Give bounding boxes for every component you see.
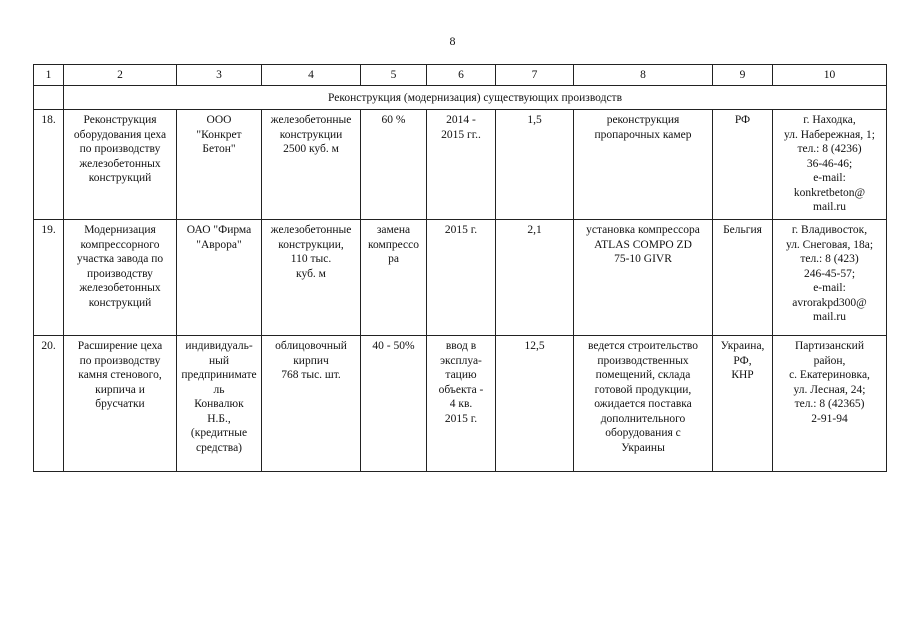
cell-line: железобетонных — [79, 282, 161, 294]
cell-line: ввод в — [445, 340, 477, 352]
cell-line: 110 тыс. — [290, 253, 332, 265]
cell-line: КНР — [731, 369, 754, 381]
implementation-period — [427, 336, 496, 472]
cell-line: камня стенового, — [78, 369, 162, 381]
project-description — [574, 220, 713, 336]
cell-line: производству — [87, 267, 153, 280]
product-type — [262, 220, 361, 336]
cell-line: по производству — [79, 143, 161, 155]
cell-line: ведется строительство — [588, 340, 698, 352]
cell-line: тацию — [445, 369, 477, 381]
cell-line: эксплуа- — [440, 354, 482, 367]
column-number: 3 — [177, 65, 262, 86]
column-numbers-row — [34, 65, 887, 86]
capacity-change — [361, 110, 427, 220]
cell-line: 75-10 GIVR — [614, 253, 672, 265]
investment-amount: 2,1 — [496, 220, 574, 336]
cell-line: конструкций — [88, 172, 152, 184]
cell-line: тел.: 8 (423) — [800, 253, 859, 265]
cell-line: "Конкрет — [196, 128, 242, 141]
column-number: 9 — [713, 65, 773, 86]
cell-line: объекта - — [438, 383, 484, 396]
cell-line: дополнительного — [600, 412, 686, 425]
cell-line: г. Находка, — [803, 114, 856, 126]
investment-amount: 12,5 — [496, 336, 574, 472]
cell-line: помещений, склада — [595, 369, 691, 381]
cell-line: оборудования с — [605, 427, 681, 439]
cell-line: e-mail: — [813, 282, 846, 294]
cell-line: ОАО "Фирма — [186, 224, 252, 236]
cell-line: индивидуаль- — [185, 340, 253, 352]
column-number: 1 — [34, 65, 64, 86]
capacity-change — [361, 336, 427, 472]
column-number: 8 — [574, 65, 713, 86]
cell-line: оборудования цеха — [73, 128, 167, 141]
cell-line: ул. Снеговая, 18а; — [785, 238, 874, 251]
cell-line: ул. Лесная, 24; — [793, 383, 866, 396]
section-spacer — [34, 86, 64, 110]
section-row — [34, 86, 887, 110]
cell-line: 4 кв. — [449, 398, 473, 410]
cell-line: ул. Набережная, 1; — [784, 128, 875, 141]
project-name — [64, 110, 177, 220]
cell-line: 40 - 50% — [372, 340, 415, 352]
cell-line: установка компрессора — [586, 224, 700, 236]
cell-line: ATLAS COMPO ZD — [594, 238, 692, 251]
company-name — [177, 110, 262, 220]
contact-info — [773, 110, 887, 220]
cell-line: avrorakpd300@ — [792, 296, 867, 309]
cell-line: средства) — [196, 441, 242, 454]
cell-line: компрессо — [367, 238, 420, 251]
cell-line: конструкций — [88, 296, 152, 309]
cell-line: готовой продукции, — [594, 383, 692, 396]
column-number: 10 — [773, 65, 887, 86]
cell-line: 2015 г. — [444, 412, 478, 425]
cell-line: железобетонные — [270, 224, 352, 236]
cell-line: Модернизация — [84, 224, 156, 236]
cell-line: 246-45-57; — [803, 267, 856, 280]
contact-info — [773, 220, 887, 336]
cell-line: участка завода по — [76, 253, 164, 265]
cell-line: 2-91-94 — [811, 412, 848, 425]
implementation-period — [427, 110, 496, 220]
cell-line: РФ, — [733, 354, 752, 367]
cell-line: ра — [388, 253, 399, 265]
row-number: 19. — [34, 220, 64, 336]
equipment-country — [713, 110, 773, 220]
cell-line: ный — [208, 354, 230, 367]
product-type — [262, 336, 361, 472]
cell-line: Украины — [621, 441, 665, 454]
cell-line: 36-46-46; — [806, 157, 853, 170]
cell-line: (кредитные — [190, 427, 248, 439]
cell-line: ООО — [206, 114, 232, 126]
row-number: 20. — [34, 336, 64, 472]
cell-line: Украина, — [720, 340, 765, 352]
cell-line: Бетон" — [202, 143, 236, 155]
column-number: 5 — [361, 65, 427, 86]
contact-info — [773, 336, 887, 472]
cell-line: 768 тыс. шт. — [281, 369, 341, 381]
section-title: Реконструкция (модернизация) существующих производств — [64, 86, 887, 110]
cell-line: Расширение цеха — [77, 340, 163, 352]
column-number: 2 — [64, 65, 177, 86]
cell-line: mail.ru — [813, 201, 846, 213]
cell-line: по производству — [79, 354, 161, 367]
page-number: 8 — [449, 34, 456, 48]
column-number: 6 — [427, 65, 496, 86]
cell-line: ожидается поставка — [594, 398, 692, 410]
row-number: 18. — [34, 110, 64, 220]
project-description — [574, 110, 713, 220]
cell-line: 60 % — [381, 114, 406, 126]
project-name — [64, 220, 177, 336]
company-name — [177, 336, 262, 472]
cell-line: mail.ru — [813, 311, 846, 323]
capacity-change — [361, 220, 427, 336]
cell-line: e-mail: — [813, 172, 846, 184]
cell-line: 2014 - — [446, 114, 476, 126]
cell-line: Реконструкция — [83, 114, 157, 126]
cell-line: 2015 гг.. — [441, 128, 481, 141]
project-name — [64, 336, 177, 472]
table-row — [34, 110, 887, 220]
cell-line: 2015 г. — [444, 224, 478, 236]
cell-line: тел.: 8 (42365) — [794, 398, 865, 410]
column-number: 4 — [262, 65, 361, 86]
table-row — [34, 336, 887, 472]
cell-line: кирпича и — [95, 383, 145, 396]
cell-line: облицовочный — [275, 340, 347, 352]
cell-line: Конвалюк — [194, 398, 244, 410]
cell-line: замена — [376, 224, 411, 236]
equipment-country — [713, 220, 773, 336]
company-name — [177, 220, 262, 336]
cell-line: г. Владивосток, — [791, 224, 868, 236]
cell-line: железобетонных — [79, 157, 161, 170]
cell-line: konkretbeton@ — [793, 186, 866, 199]
cell-line: реконструкция — [606, 114, 680, 126]
cell-line: "Аврора" — [196, 238, 242, 251]
equipment-country — [713, 336, 773, 472]
cell-line: конструкции, — [278, 238, 344, 251]
column-number: 7 — [496, 65, 574, 86]
cell-line: предприниматель — [181, 369, 257, 396]
investment-amount: 1,5 — [496, 110, 574, 220]
cell-line: РФ — [734, 114, 751, 126]
investment-projects-table — [33, 64, 887, 472]
cell-line: тел.: 8 (4236) — [797, 143, 862, 155]
cell-line: с. Екатериновка, — [789, 369, 870, 381]
cell-line: железобетонные — [270, 114, 352, 126]
cell-line: кирпич — [293, 354, 329, 367]
implementation-period — [427, 220, 496, 336]
cell-line: пропарочных камер — [594, 128, 692, 141]
cell-line: брусчатки — [95, 398, 145, 410]
cell-line: конструкции — [279, 128, 343, 141]
cell-line: Партизанский — [795, 340, 864, 352]
cell-line: район, — [813, 354, 846, 367]
product-type — [262, 110, 361, 220]
cell-line: Н.Б., — [207, 412, 231, 425]
table-row — [34, 220, 887, 336]
cell-line: производственных — [597, 354, 689, 367]
cell-line: Бельгия — [723, 224, 762, 236]
project-description — [574, 336, 713, 472]
cell-line: 2500 куб. м — [283, 143, 339, 155]
cell-line: компрессорного — [80, 238, 160, 251]
cell-line: куб. м — [296, 267, 326, 280]
